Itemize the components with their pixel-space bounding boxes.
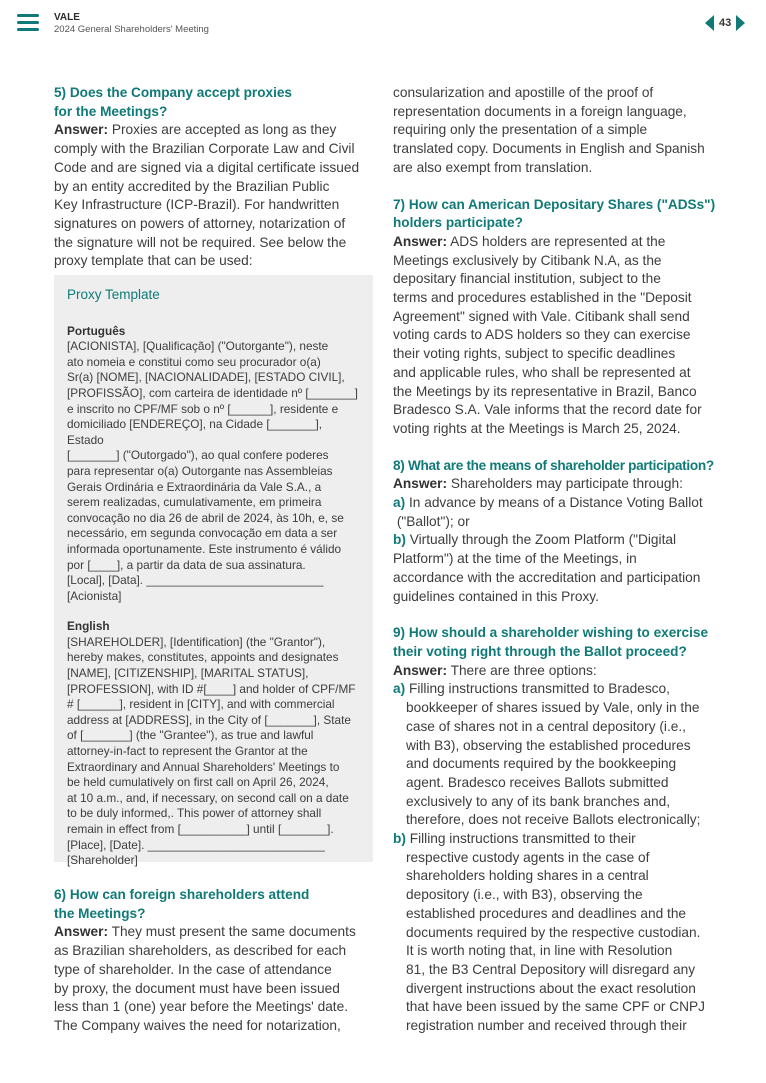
next-page-icon[interactable] xyxy=(736,15,745,31)
question-6-title: 6) How can foreign shareholders attend the Meetings? xyxy=(54,887,310,921)
proxy-template-box xyxy=(54,275,373,868)
previous-page-icon[interactable] xyxy=(705,15,714,31)
question-8-title: 8) What are the means of shareholder participation? xyxy=(393,457,714,473)
question-9-answer: Answer: There are three options: xyxy=(393,662,597,678)
question-5-title: 5) Does the Company accept proxies for the Meetings? xyxy=(54,85,292,119)
right-column xyxy=(393,84,718,1036)
proxy-template-title: Proxy Template xyxy=(67,287,160,302)
portuguese-template-text: [ACIONISTA], [Qualificação] ("Outorgante"), neste ato nomeia e constitui como seu procurador o(a) Sr(a) [NOME], [NACIONALIDADE], [ESTADO CIVIL], [PROFISSÃO], com carteira de identidade nº [_______] e inscrito no CPF/MF sob o nº [______], residente e domiciliado [ENDEREÇO], na Cidade [_______], Estado [_______] ("Outorgado"), ao qual confere poderes para representar o(a) Outorgante nas Assembleias Gerais Ordinária e Extraordinária da Vale S.A., a serem realizadas, cumulativamente, em primeira convocação no dia 26 de abril de 2024, às 10h, e, se necessário, em segunda convocação em data a ser informada oportunamente. Este instrumento é válido por [____], a partir da data de sua assinatura. [Local], [Data]. ___________________________ [Acionista] xyxy=(67,339,358,603)
question-6-continuation: consularization and apostille of the proof of representation documents in a foreign language, requiring only the presentation of a simple translated copy. Documents in English and Spanish are also exempt from translation. xyxy=(393,85,705,175)
question-8-option-b: b) Virtually through the Zoom Platform ("Digital Platform") at the time of the Meetings, in accordance with the accreditation and participation guidelines contained in this Proxy. xyxy=(393,532,701,604)
question-9-option-b: b) Filling instructions transmitted to their respective custody agents in the case of shareholders holding shares in a central depository (i.e., with B3), observing the established procedures and deadlines and the documents required by the respective custodian. It is worth noting that, in line with Resolution 81, the B3 Central Depository will disregard any divergent instructions about the exact resolution that have been issued by the same CPF or CNPJ registration number and received through their xyxy=(393,831,705,1034)
question-9-option-a: a) Filling instructions transmitted to Bradesco, bookkeeper of shares issued by Vale, only in the case of shares not in a central depository (i.e., with B3), observing the established procedures and documents required by the bookkeeping agent. Bradesco receives Ballots submitted exclusively to any of its bank branches and, therefore, does not receive Ballots electronically; xyxy=(393,681,701,828)
question-7-answer: Answer: ADS holders are represented at the Meetings exclusively by Citibank N.A, as the depositary financial institution, subject to the terms and procedures established in the "Deposit Agreement" signed with Vale. Citibank shall send voting cards to ADS holders so they can exercise their voting rights, subject to specific deadlines and applicable rules, who shall be represented at the Meetings by its representative in Brazil, Banco Bradesco S.A. Vale informs that the record date for voting rights at the Meetings is March 25, 2024. xyxy=(393,233,702,436)
question-7-title: 7) How can American Depositary Shares ("ADSs") holders participate? xyxy=(393,196,716,231)
question-5 xyxy=(54,84,364,271)
english-heading: English xyxy=(67,619,110,634)
page-number: 43 xyxy=(719,17,732,29)
question-8-option-a: a) In advance by means of a Distance Voting Ballot ("Ballot"); or xyxy=(393,495,703,529)
english-template-text: [SHAREHOLDER], [Identification] (the "Grantor"), hereby makes, constitutes, appoints and designates [NAME], [CITIZENSHIP], [MARITAL STATUS], [PROFESSION], with ID #[____] and holder of CPF/MF # [______], resident in [CITY], and with commercial address at [ADDRESS], in the City of [_______], State of [_______] (the "Grantee"), as true and lawful attorney-in-fact to represent the Grantor at the Extraordinary and Annual Shareholders' Meetings to be held cumulatively on first call on April 26, 2024, at 10 a.m., and, if necessary, on second call on a date to be duly informed,. This power of attorney shall remain in effect from [__________] until [_______]. [Place], [Date]. ___________________________ [Shareholder] xyxy=(67,634,356,868)
page-navigator xyxy=(705,14,745,32)
question-6-answer: Answer: They must present the same documents as Brazilian shareholders, as described for each type of shareholder. In the case of attendance by proxy, the document must have been issued less than 1 (one) year before the Meetings' date. The Company waives the need for notarization, xyxy=(54,924,356,1033)
menu-icon[interactable] xyxy=(17,14,39,32)
question-9-title: 9) How should a shareholder wishing to exercise their voting right through the Ballot proceed? xyxy=(393,625,708,659)
document-subtitle: 2024 General Shareholders' Meeting xyxy=(54,24,209,35)
question-8-answer: Answer: Shareholders may participate through: xyxy=(393,476,683,492)
portuguese-heading: Português xyxy=(67,323,126,338)
question-5-answer: Answer: Proxies are accepted as long as they comply with the Brazilian Corporate Law and Civil Code and are signed via a digital certificate issued by an entity accredited by the Brazilian Public Key Infrastructure (ICP-Brazil). For handwritten signatures on powers of attorney, notarization of the signature will not be required. See below the proxy template that can be used: xyxy=(54,122,360,269)
brand-name: VALE xyxy=(54,12,80,23)
question-6 xyxy=(54,886,374,1036)
